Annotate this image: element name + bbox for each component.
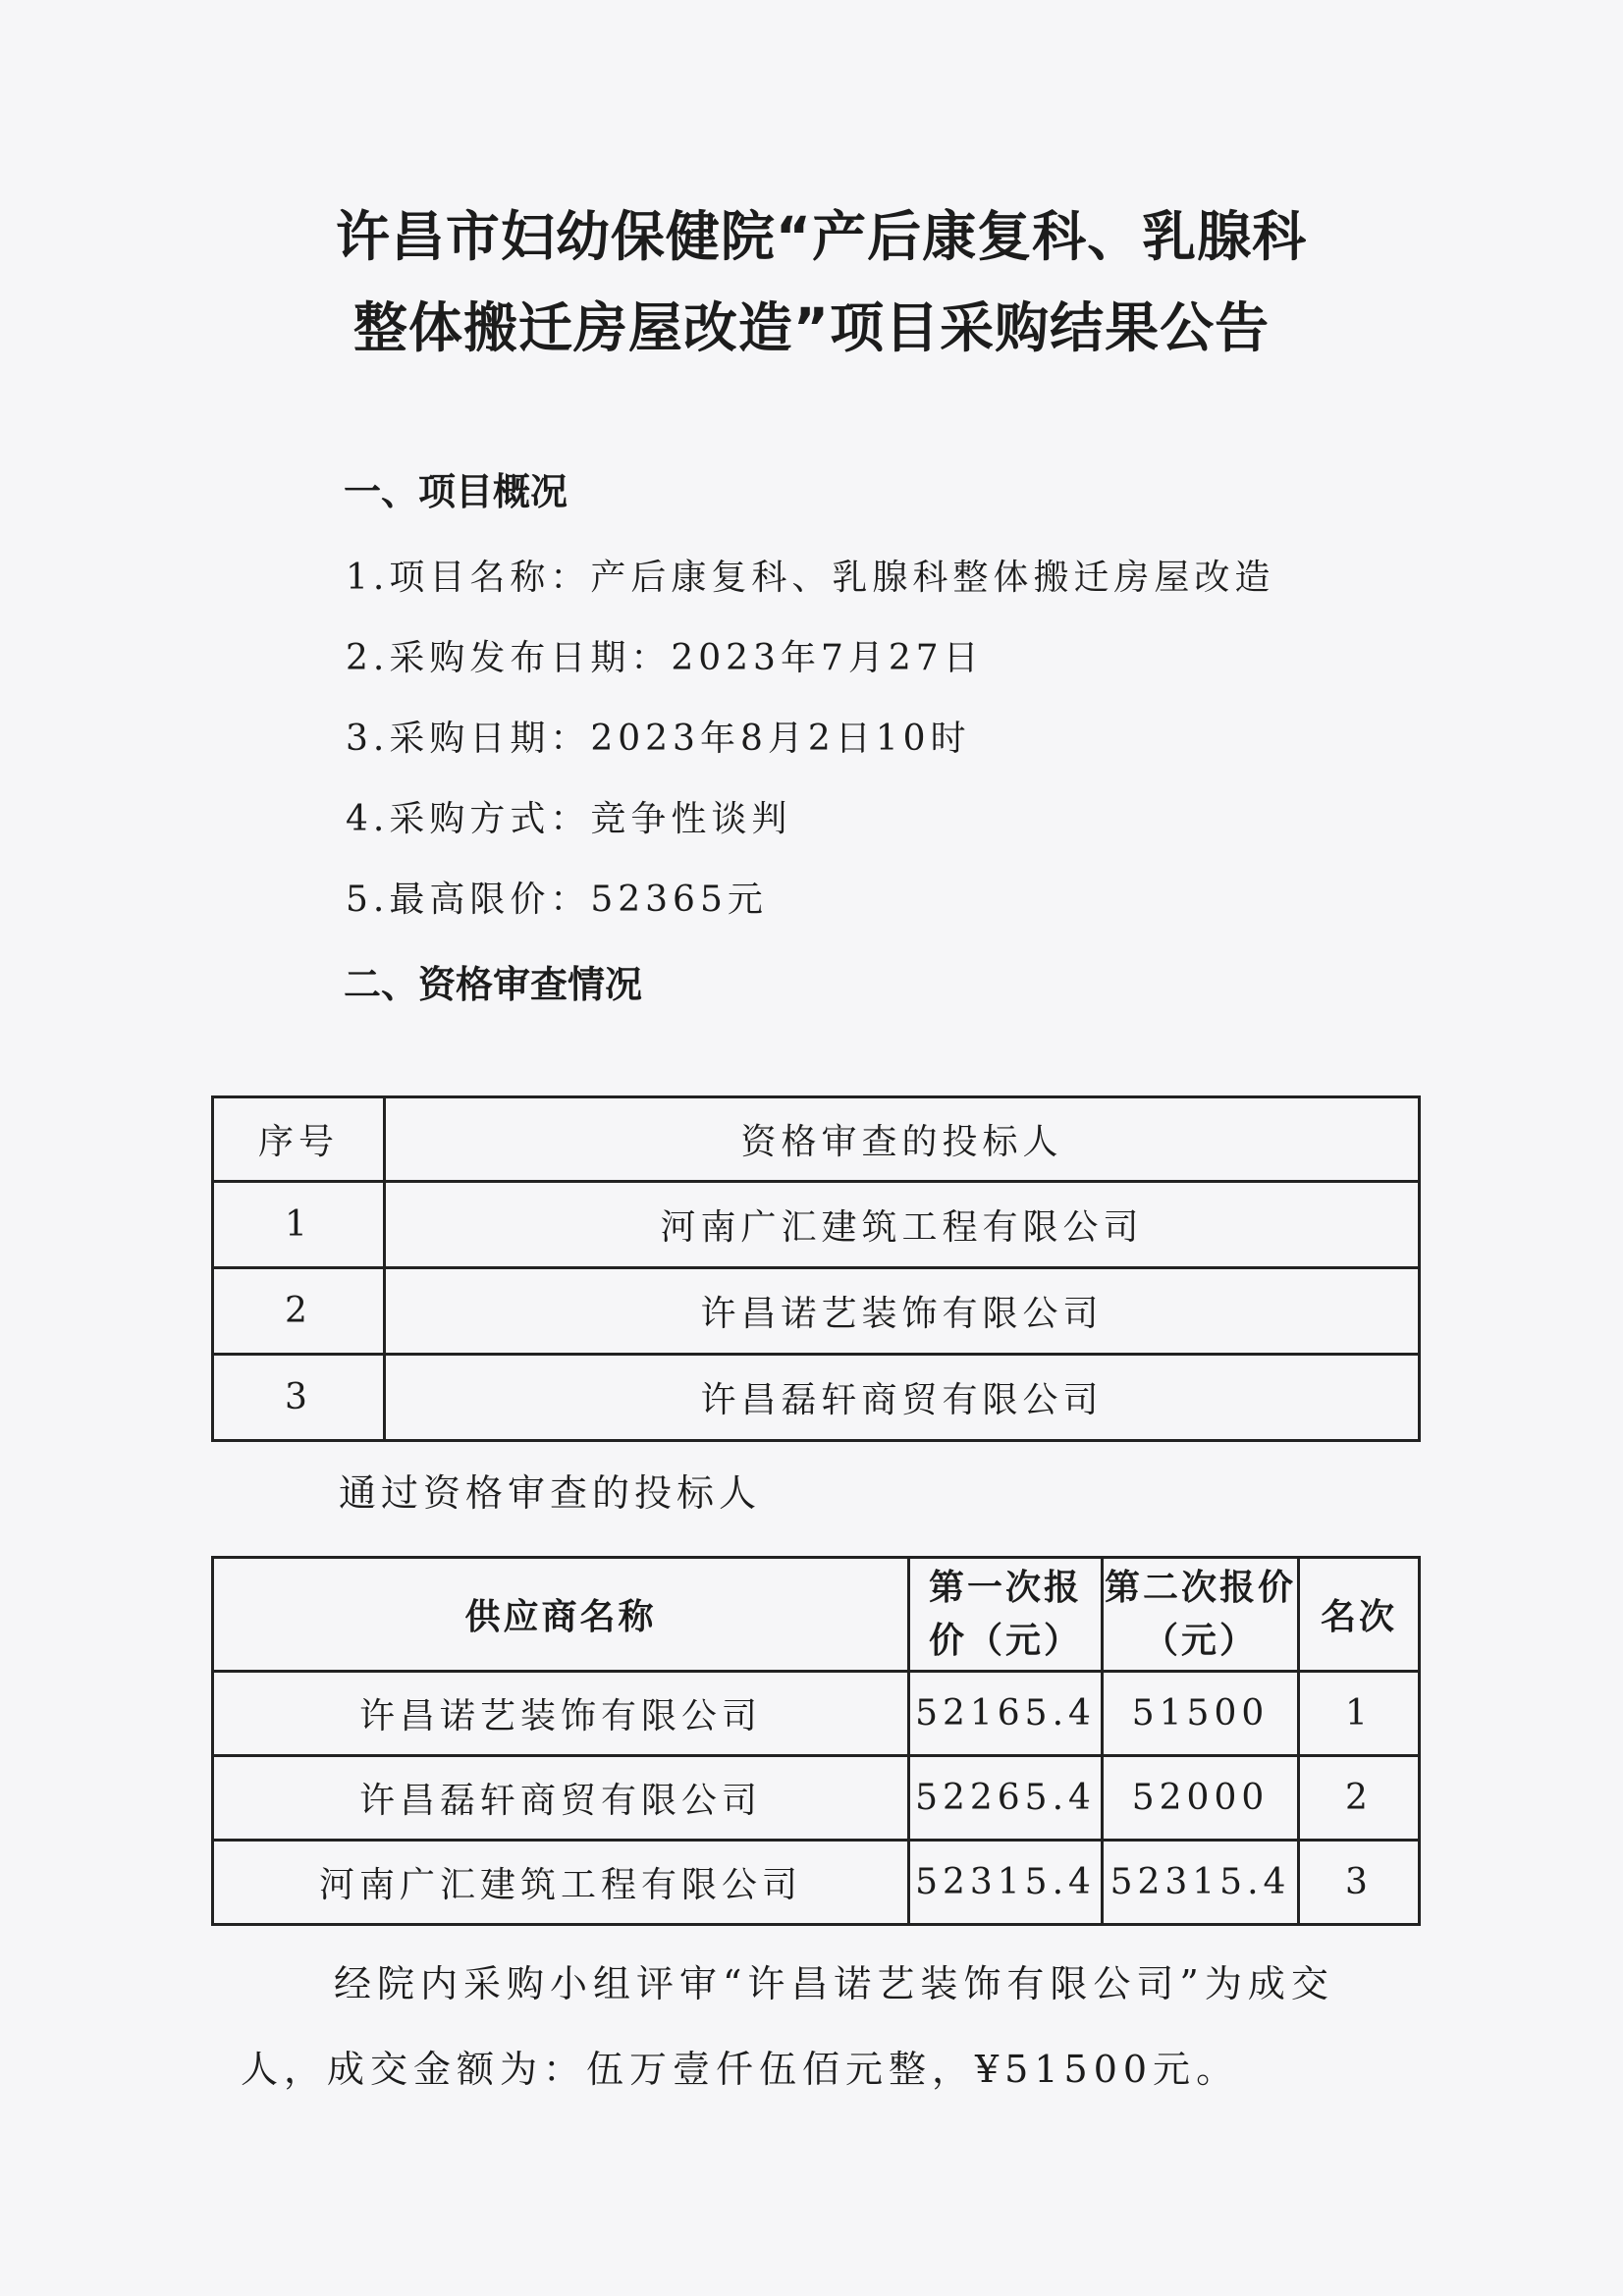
table-row bbox=[213, 1182, 1420, 1268]
passed-bidders-label: 通过资格审查的投标人 bbox=[339, 1471, 762, 1515]
table-row bbox=[213, 1672, 1420, 1756]
header-supplier: 供应商名称 bbox=[213, 1558, 909, 1672]
header-first-quote: 第一次报价（元） bbox=[909, 1558, 1103, 1672]
row-second-quote: 51500 bbox=[1103, 1672, 1299, 1756]
row-second-quote: 52315.4 bbox=[1103, 1841, 1299, 1925]
row-rank: 2 bbox=[1299, 1756, 1420, 1841]
conclusion-line-1: 经院内采购小组评审“许昌诺艺装饰有限公司”为成交 bbox=[334, 1962, 1334, 2005]
row-rank: 3 bbox=[1299, 1841, 1420, 1925]
header-rank: 名次 bbox=[1299, 1558, 1420, 1672]
header-second-quote: 第二次报价（元） bbox=[1103, 1558, 1299, 1672]
qualification-table bbox=[211, 1095, 1421, 1442]
quotation-table bbox=[211, 1556, 1421, 1926]
table-header-row bbox=[213, 1097, 1420, 1182]
row-seq: 3 bbox=[213, 1355, 385, 1441]
project-name-item: 1.项目名称：产后康复科、乳腺科整体搬迁房屋改造 bbox=[346, 558, 1275, 598]
conclusion-line-2: 人，成交金额为：伍万壹仟伍佰元整，¥51500元。 bbox=[241, 2048, 1240, 2091]
row-supplier: 许昌诺艺装饰有限公司 bbox=[213, 1672, 909, 1756]
max-price-item: 5.最高限价：52365元 bbox=[346, 880, 768, 920]
row-bidder: 许昌诺艺装饰有限公司 bbox=[385, 1268, 1420, 1355]
row-supplier: 许昌磊轩商贸有限公司 bbox=[213, 1756, 909, 1841]
procurement-date-item: 3.采购日期：2023年8月2日10时 bbox=[346, 719, 971, 759]
row-first-quote: 52315.4 bbox=[909, 1841, 1103, 1925]
row-bidder: 河南广汇建筑工程有限公司 bbox=[385, 1182, 1420, 1268]
table-row bbox=[213, 1756, 1420, 1841]
row-seq: 2 bbox=[213, 1268, 385, 1355]
row-first-quote: 52165.4 bbox=[909, 1672, 1103, 1756]
section-1-heading: 一、项目概况 bbox=[344, 470, 568, 513]
table-row bbox=[213, 1355, 1420, 1441]
table-header-row bbox=[213, 1558, 1420, 1672]
table-row bbox=[213, 1268, 1420, 1355]
row-bidder: 许昌磊轩商贸有限公司 bbox=[385, 1355, 1420, 1441]
section-2-heading: 二、资格审查情况 bbox=[344, 963, 643, 1006]
row-first-quote: 52265.4 bbox=[909, 1756, 1103, 1841]
title-line-1: 许昌市妇幼保健院“产后康复科、乳腺科 bbox=[335, 205, 1308, 268]
table-row bbox=[213, 1841, 1420, 1925]
title-line-2: 整体搬迁房屋改造”项目采购结果公告 bbox=[352, 296, 1271, 359]
row-seq: 1 bbox=[213, 1182, 385, 1268]
row-rank: 1 bbox=[1299, 1672, 1420, 1756]
publish-date-item: 2.采购发布日期：2023年7月27日 bbox=[346, 638, 984, 678]
header-seq: 序号 bbox=[213, 1097, 385, 1182]
row-supplier: 河南广汇建筑工程有限公司 bbox=[213, 1841, 909, 1925]
header-bidder: 资格审查的投标人 bbox=[385, 1097, 1420, 1182]
document-title bbox=[0, 191, 1623, 374]
row-second-quote: 52000 bbox=[1103, 1756, 1299, 1841]
procurement-method-item: 4.采购方式：竞争性谈判 bbox=[346, 799, 792, 839]
